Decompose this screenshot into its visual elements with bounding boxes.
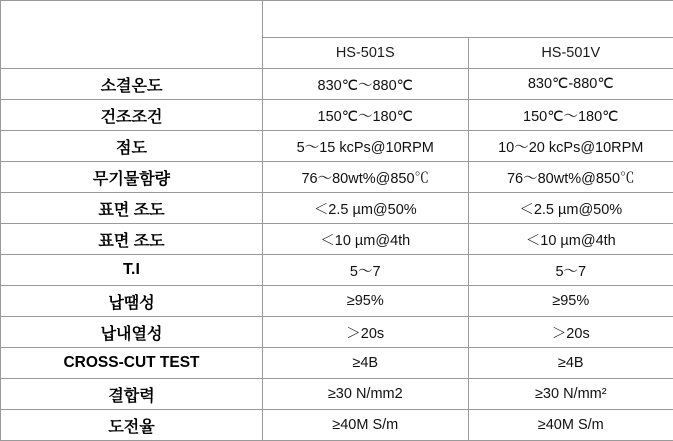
row-value-hs501v: ＜10 µm@4th	[468, 224, 673, 255]
row-value-hs501v: ＜2.5 µm@50%	[468, 193, 673, 224]
row-value-hs501v: 76～80wt%@850℃	[468, 162, 673, 193]
row-value-hs501v: ≥40M S/m	[468, 410, 673, 441]
row-label: 표면 조도	[1, 224, 263, 255]
row-value-hs501v: ＞20s	[468, 317, 673, 348]
table-row	[1, 131, 673, 162]
table-row	[1, 286, 673, 317]
table-row	[1, 162, 673, 193]
row-value-hs501s: ≥4B	[263, 348, 469, 379]
row-label: 무기물함량	[1, 162, 263, 193]
table-row	[1, 193, 673, 224]
row-value-hs501v: 5～7	[468, 255, 673, 286]
row-value-hs501s: ＞20s	[263, 317, 469, 348]
row-value-hs501s: 5～15 kcPs@10RPM	[263, 131, 469, 162]
row-value-hs501v: ≥4B	[468, 348, 673, 379]
row-value-hs501s: 150℃～180℃	[263, 100, 469, 131]
row-value-hs501v: 830℃-880℃	[468, 69, 673, 100]
row-value-hs501s: ≥40M S/m	[263, 410, 469, 441]
row-label: 납내열성	[1, 317, 263, 348]
table-row	[1, 100, 673, 131]
row-label: 표면 조도	[1, 193, 263, 224]
table-row	[1, 317, 673, 348]
row-value-hs501s: 5～7	[263, 255, 469, 286]
row-label: 건조조건	[1, 100, 263, 131]
row-label: 점도	[1, 131, 263, 162]
row-value-hs501s: ＜2.5 µm@50%	[263, 193, 469, 224]
table-row	[1, 255, 673, 286]
row-value-hs501v: ≥30 N/mm²	[468, 379, 673, 410]
table-row	[1, 69, 673, 100]
row-value-hs501s: ＜10 µm@4th	[263, 224, 469, 255]
row-value-hs501v: ≥95%	[468, 286, 673, 317]
row-label: 소결온도	[1, 69, 263, 100]
table-row	[1, 379, 673, 410]
row-label: T.I	[1, 255, 263, 286]
row-label: 납땜성	[1, 286, 263, 317]
table-header-row-top	[1, 1, 673, 38]
row-value-hs501s: ≥30 N/mm2	[263, 379, 469, 410]
row-value-hs501s: 76～80wt%@850℃	[263, 162, 469, 193]
row-value-hs501s: 830℃～880℃	[263, 69, 469, 100]
table-row	[1, 348, 673, 379]
row-label: 도전율	[1, 410, 263, 441]
row-value-hs501v: 150℃～180℃	[468, 100, 673, 131]
row-value-hs501v: 10～20 kcPs@10RPM	[468, 131, 673, 162]
header-model-group: 제품 모델명	[263, 1, 673, 38]
row-value-hs501s: ≥95%	[263, 286, 469, 317]
header-model-hs501v: HS-501V	[468, 38, 673, 69]
row-label: 결합력	[1, 379, 263, 410]
header-model-hs501s: HS-501S	[263, 38, 469, 69]
table-row	[1, 224, 673, 255]
row-label: CROSS-CUT TEST	[1, 348, 263, 379]
table-row	[1, 410, 673, 441]
header-label-column: 지표	[1, 1, 263, 69]
